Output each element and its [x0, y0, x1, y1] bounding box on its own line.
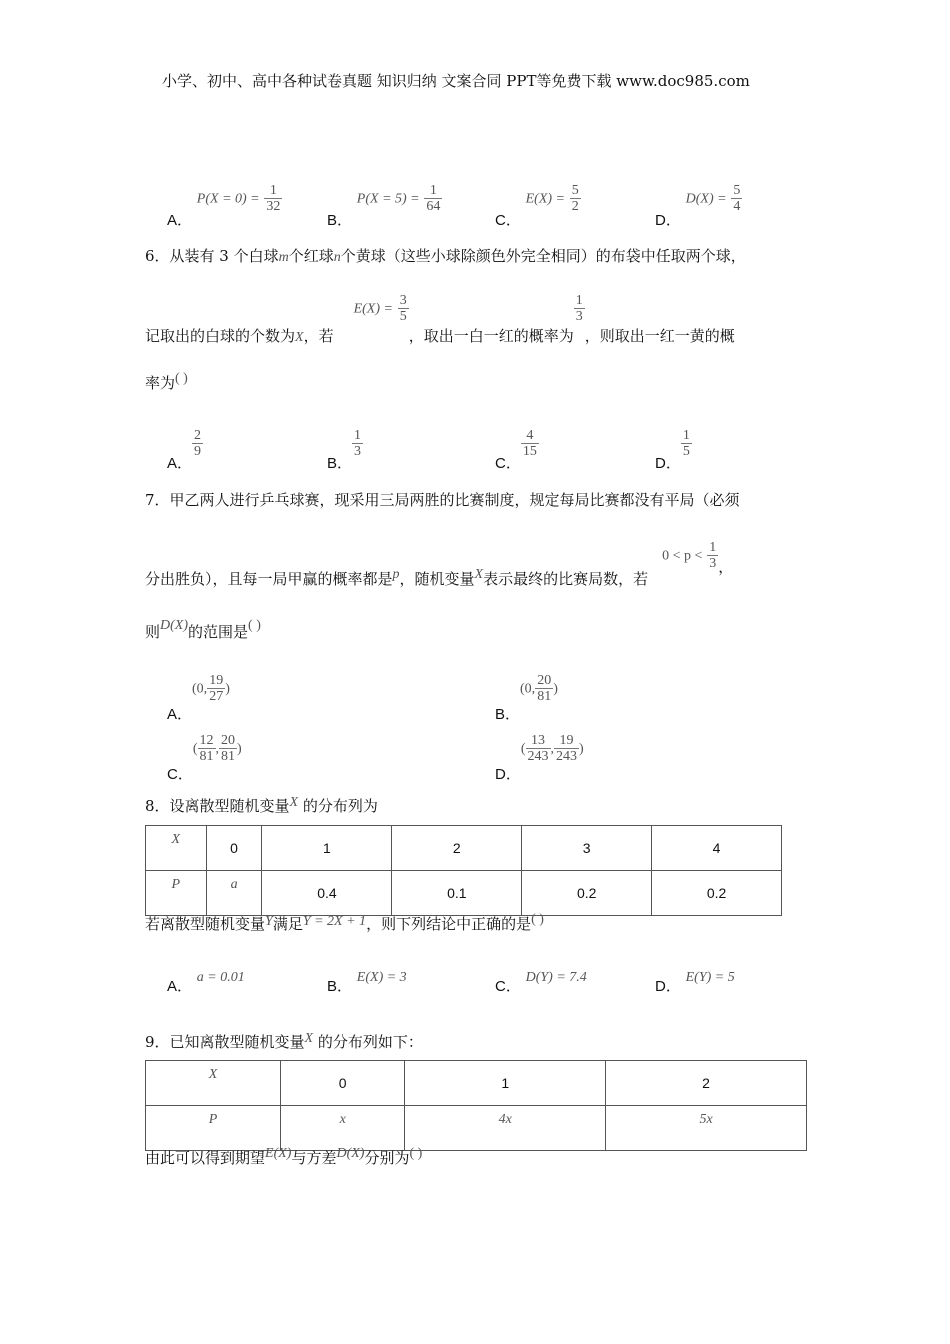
text-fragment: 1 [682, 428, 690, 443]
text-fragment: 5 [571, 183, 579, 198]
text-fragment: 若离散型随机变量 [145, 915, 266, 933]
text-fragment: p [392, 566, 400, 582]
q8-condition [145, 913, 544, 934]
text-fragment: (0, [520, 681, 536, 697]
text-fragment: E(X) = [525, 191, 565, 207]
text-fragment: D(X) [336, 1146, 365, 1161]
text-fragment: 2 [194, 428, 202, 443]
text-fragment: D(Y) = 7.4 [525, 970, 587, 985]
text-fragment: a = 0.01 [196, 970, 245, 985]
text-fragment: ( ) [409, 1146, 423, 1161]
text-fragment: m [278, 250, 289, 265]
text-fragment: E(X) [265, 1146, 292, 1161]
text-fragment: 分别为 [364, 1149, 410, 1167]
text-fragment: D． [655, 454, 681, 472]
text-fragment: P [146, 871, 207, 916]
text-fragment: 1 [405, 1061, 606, 1106]
page-header: 小学、初中、高中各种试卷真题 知识归纳 文案合同 PPT等免费下载 www.doc985.com [162, 72, 750, 90]
text-fragment: 20 [537, 673, 552, 688]
text-fragment: ( ) [248, 618, 261, 633]
text-fragment: 12 [199, 733, 214, 748]
table-row [146, 871, 782, 916]
text-fragment: X [295, 329, 304, 345]
text-fragment: 4 [526, 428, 534, 443]
fraction [707, 540, 718, 571]
text-fragment: 与方差 [291, 1149, 337, 1167]
text-fragment: 的分布列为 [302, 797, 378, 815]
option-c[interactable] [167, 733, 242, 783]
text-fragment: , [215, 741, 220, 757]
text-fragment: X [289, 795, 299, 810]
option-c[interactable] [495, 428, 539, 472]
text-fragment: D(X) [160, 618, 189, 633]
text-fragment: P [146, 1106, 281, 1151]
text-fragment: (0, [192, 681, 208, 697]
fraction-denominator: 5 [399, 309, 407, 324]
text-fragment: 20 [221, 733, 236, 748]
table-row [146, 1106, 807, 1151]
fraction-denominator: 81 [537, 689, 552, 704]
fraction [424, 183, 442, 214]
text-fragment: ) [237, 741, 242, 757]
option-a[interactable] [167, 183, 282, 229]
text-fragment: B． [327, 211, 353, 229]
table-row [146, 1061, 807, 1106]
q7-line2 [145, 540, 734, 588]
text-fragment: X [304, 1031, 314, 1046]
text-fragment: ，则取出一红一黄的概 [584, 326, 735, 345]
fraction-denominator: 3 [709, 556, 717, 571]
text-fragment: ( ) [531, 912, 544, 927]
text-fragment: 2 [392, 826, 522, 871]
option-c[interactable] [495, 965, 587, 995]
text-fragment: ) [579, 741, 584, 757]
text-fragment: 1 [354, 428, 362, 443]
text-fragment: X [146, 1061, 281, 1106]
fraction [574, 293, 585, 324]
text-fragment: 个黄球（这些小球除颜色外完全相同）的布袋中任取两个球， [340, 247, 746, 265]
text-fragment: P(X = 5) = [356, 191, 420, 207]
fraction-denominator: 27 [209, 689, 224, 704]
q9-distribution-table [145, 1060, 807, 1151]
text-fragment: A． [167, 705, 193, 723]
text-fragment: Y [265, 914, 273, 929]
text-fragment: 0.4 [262, 871, 392, 916]
fraction-denominator: 15 [522, 444, 537, 459]
fraction-denominator: 64 [426, 199, 441, 214]
text-fragment: 表示最终的比赛局数，若 [483, 569, 649, 588]
text-fragment: 8．设离散型随机变量 [145, 797, 290, 815]
fraction-denominator: 3 [575, 309, 583, 324]
text-fragment: 的范围是 [188, 623, 249, 641]
text-fragment: ， [718, 557, 734, 576]
text-fragment: a [206, 871, 262, 916]
text-fragment: 1 [262, 826, 392, 871]
fraction [207, 673, 225, 704]
text-fragment: 1 [429, 183, 437, 198]
option-a[interactable] [167, 965, 245, 995]
fraction-denominator: 32 [266, 199, 281, 214]
text-fragment: ，若 [303, 326, 334, 345]
text-fragment: A． [167, 978, 193, 995]
text-fragment: E(X) = [353, 301, 393, 317]
fraction [192, 428, 203, 459]
text-fragment: 率为 [145, 374, 176, 392]
text-fragment: B． [327, 978, 353, 995]
text-fragment: 记取出的白球的个数为 [145, 326, 296, 345]
table-row [146, 826, 782, 871]
fraction [554, 733, 579, 764]
text-fragment: 则 [145, 623, 161, 641]
fraction [521, 428, 539, 459]
text-fragment: 2 [606, 1061, 807, 1106]
fraction [264, 183, 282, 214]
fraction [535, 673, 553, 704]
text-fragment: 9．已知离散型随机变量 [145, 1033, 305, 1051]
fraction [398, 293, 409, 324]
text-fragment: ( ) [175, 371, 188, 386]
text-fragment: 由此可以得到期望 [145, 1149, 266, 1167]
text-fragment: ) [553, 681, 558, 697]
option-b[interactable] [495, 673, 558, 723]
text-fragment: A． [167, 211, 193, 229]
text-fragment: 4 [652, 826, 782, 871]
text-fragment: ( [520, 741, 526, 757]
text-fragment: D． [655, 978, 681, 995]
q9-question [145, 1147, 422, 1168]
text-fragment: D． [495, 765, 521, 783]
text-fragment: 13 [531, 733, 546, 748]
text-fragment: 0.1 [392, 871, 522, 916]
text-fragment: 0.2 [522, 871, 652, 916]
text-fragment: 个红球 [288, 247, 334, 265]
q7-line3 [145, 613, 261, 641]
text-fragment: C． [167, 765, 193, 783]
fraction-denominator: 243 [527, 749, 549, 764]
text-fragment: 5x [606, 1106, 807, 1151]
text-fragment: ，取出一白一红的概率为 [408, 326, 574, 345]
text-fragment: 的分布列如下： [317, 1033, 423, 1051]
fraction [198, 733, 216, 764]
text-fragment: ) [225, 681, 230, 697]
text-fragment [146, 1061, 807, 1151]
fraction [352, 428, 363, 459]
fraction [570, 183, 581, 214]
fraction [526, 733, 551, 764]
text-fragment: ，随机变量 [399, 569, 475, 588]
fraction-denominator: 81 [199, 749, 214, 764]
text-fragment: E(Y) = 5 [685, 970, 735, 985]
option-a[interactable] [167, 428, 203, 472]
fraction-denominator: 2 [571, 199, 579, 214]
text-fragment: 分出胜负），且每一局甲赢的概率都是 [145, 569, 393, 588]
text-fragment: D． [655, 211, 681, 229]
q8-distribution-table [145, 825, 782, 916]
option-d[interactable] [655, 428, 692, 472]
text-fragment: 3 [522, 826, 652, 871]
text-fragment [146, 826, 782, 916]
text-fragment: ，则下列结论中正确的是 [366, 915, 532, 933]
text-fragment: B． [495, 705, 521, 723]
text-fragment: 0 [206, 826, 262, 871]
fraction-denominator: 81 [221, 749, 236, 764]
text-fragment: 0.2 [652, 871, 782, 916]
text-fragment: X [474, 566, 484, 582]
option-d[interactable] [655, 965, 735, 995]
q6-line1 [145, 245, 746, 266]
fraction-denominator: 5 [682, 444, 690, 459]
text-fragment: 4x [405, 1106, 606, 1151]
text-fragment: A． [167, 454, 193, 472]
fraction-denominator: 9 [194, 444, 202, 459]
text-fragment: 19 [559, 733, 574, 748]
option-b[interactable] [327, 183, 442, 229]
option-d[interactable] [655, 183, 742, 229]
text-fragment: C． [495, 978, 521, 995]
fraction-denominator: 243 [556, 749, 578, 764]
text-fragment: , [550, 741, 555, 757]
fraction [731, 183, 742, 214]
q6-line2 [145, 293, 735, 345]
text-fragment: D(X) = [685, 191, 727, 207]
text-fragment: 1 [575, 293, 583, 308]
text-fragment: n [333, 250, 341, 265]
text-fragment: 0 < p < [662, 548, 703, 564]
text-fragment: 6．从装有 3 个白球 [145, 247, 279, 265]
text-fragment: 1 [709, 540, 717, 555]
option-c[interactable] [495, 183, 581, 229]
text-fragment: 1 [269, 183, 277, 198]
q9-title [145, 1031, 423, 1052]
text-fragment: 0 [281, 1061, 405, 1106]
q8-title [145, 795, 378, 816]
text-fragment: 19 [209, 673, 224, 688]
fraction-denominator: 3 [354, 444, 362, 459]
text-fragment: B． [327, 454, 353, 472]
text-fragment: C． [495, 454, 521, 472]
text-fragment: x [281, 1106, 405, 1151]
option-b[interactable] [327, 965, 407, 995]
fraction [219, 733, 237, 764]
text-fragment: P(X = 0) = [196, 191, 260, 207]
text-fragment: C． [495, 211, 521, 229]
option-b[interactable] [327, 428, 363, 472]
text-fragment: ( [192, 741, 198, 757]
text-fragment: Y = 2X + 1 [302, 914, 367, 929]
text-fragment: 满足 [272, 915, 303, 933]
text-fragment: E(X) = 3 [356, 970, 407, 985]
option-a[interactable] [167, 673, 230, 723]
q7-line1: 7．甲乙两人进行乒乓球赛，现采用三局两胜的比赛制度，规定每局比赛都没有平局（必须 [145, 491, 740, 509]
fraction [681, 428, 692, 459]
q6-line3 [145, 372, 188, 393]
text-fragment: 5 [733, 183, 741, 198]
text-fragment: 3 [399, 293, 407, 308]
text-fragment: X [146, 826, 207, 871]
option-d[interactable] [495, 733, 584, 783]
fraction-denominator: 4 [733, 199, 741, 214]
